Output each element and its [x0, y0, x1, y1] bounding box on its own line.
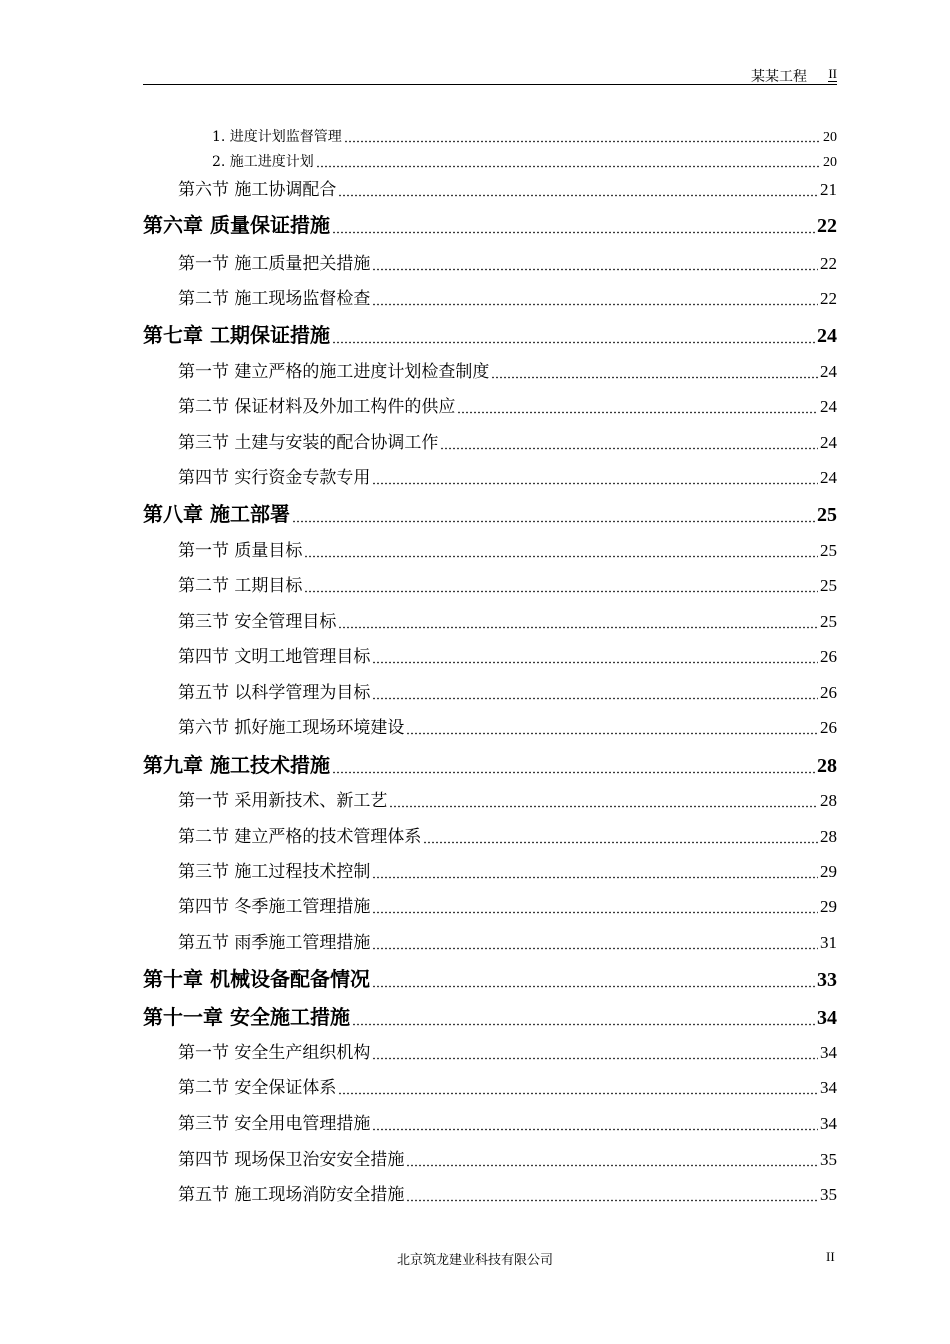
toc-entry-page: 25 — [820, 541, 837, 560]
toc-dot-leader — [332, 214, 815, 234]
toc-entry[interactable] — [143, 1001, 837, 1030]
toc-entry[interactable] — [212, 126, 837, 146]
footer-company: 北京筑龙建业科技有限公司 — [396, 1253, 553, 1268]
toc-entry[interactable] — [178, 857, 837, 882]
toc-entry-label: 第六章 质量保证措施 — [143, 213, 330, 237]
toc-dot-leader — [406, 718, 818, 735]
toc-entry-label: 第九章 施工技术措施 — [143, 753, 330, 777]
toc-dot-leader — [372, 897, 818, 914]
toc-dot-leader — [304, 576, 818, 593]
toc-entry-page: 31 — [820, 933, 837, 952]
toc-dot-leader — [457, 397, 818, 414]
toc-entry-label: 第四节 文明工地管理目标 — [178, 647, 371, 667]
toc-entry-page: 20 — [823, 155, 837, 170]
toc-entry[interactable] — [178, 642, 837, 667]
toc-entry[interactable] — [178, 284, 837, 309]
toc-dot-leader — [440, 433, 818, 450]
toc-entry-page: 35 — [820, 1150, 837, 1169]
toc-dot-leader — [338, 1078, 818, 1095]
toc-entry-label: 第一节 安全生产组织机构 — [178, 1043, 371, 1063]
toc-entry[interactable] — [178, 1038, 837, 1063]
toc-dot-leader — [332, 754, 815, 774]
toc-entry[interactable] — [178, 175, 837, 200]
toc-entry[interactable] — [178, 786, 837, 811]
toc-dot-leader — [423, 827, 818, 844]
toc-dot-leader — [406, 1185, 818, 1202]
toc-entry-page: 24 — [820, 433, 837, 452]
toc-entry[interactable] — [178, 1180, 837, 1205]
toc-entry-page: 22 — [820, 254, 837, 273]
toc-entry[interactable] — [143, 319, 837, 348]
toc-entry-page: 28 — [820, 827, 837, 846]
toc-entry-page: 24 — [820, 362, 837, 381]
toc-entry-page: 29 — [820, 897, 837, 916]
toc-entry-page: 24 — [820, 397, 837, 416]
toc-entry[interactable] — [178, 1145, 837, 1170]
toc-dot-leader — [372, 289, 818, 306]
toc-entry-page: 26 — [820, 647, 837, 666]
toc-entry-page: 24 — [820, 468, 837, 487]
toc-dot-leader — [372, 468, 818, 485]
toc-dot-leader — [372, 647, 818, 664]
toc-entry-label: 第五节 以科学管理为目标 — [178, 683, 371, 703]
toc-entry-label: 第七章 工期保证措施 — [143, 323, 330, 347]
toc-entry[interactable] — [178, 463, 837, 488]
toc-entry[interactable] — [178, 607, 837, 632]
toc-dot-leader — [372, 1114, 818, 1131]
toc-entry[interactable] — [178, 822, 837, 847]
toc-entry[interactable] — [178, 1073, 837, 1098]
toc-entry-page: 21 — [820, 180, 837, 199]
toc-dot-leader — [332, 324, 815, 344]
toc-entry-label: 第三节 施工过程技术控制 — [178, 862, 371, 882]
toc-entry[interactable] — [143, 963, 837, 992]
toc-entry-label: 第四节 实行资金专款专用 — [178, 468, 371, 488]
footer-page-number: II — [826, 1249, 835, 1264]
toc-entry-label: 第一节 施工质量把关措施 — [178, 254, 371, 274]
toc-entry-page: 25 — [817, 504, 837, 526]
toc-entry-label: 1. 进度计划监督管理 — [212, 129, 342, 145]
toc-entry-label: 第五节 施工现场消防安全措施 — [178, 1185, 405, 1205]
toc-entry[interactable] — [143, 209, 837, 238]
toc-entry-label: 第六节 施工协调配合 — [178, 180, 337, 200]
toc-entry-label: 第二节 施工现场监督检查 — [178, 289, 371, 309]
toc-dot-leader — [352, 1006, 815, 1026]
toc-dot-leader — [338, 612, 818, 629]
toc-entry-label: 第八章 施工部署 — [143, 502, 290, 526]
toc-entry-page: 34 — [820, 1043, 837, 1062]
toc-dot-leader — [389, 791, 818, 808]
toc-entry[interactable] — [178, 928, 837, 953]
toc-entry-label: 第三节 土建与安装的配合协调工作 — [178, 433, 439, 453]
toc-entry[interactable] — [178, 678, 837, 703]
toc-entry-label: 第一节 质量目标 — [178, 541, 303, 561]
toc-dot-leader — [372, 683, 818, 700]
toc-entry[interactable] — [143, 498, 837, 527]
toc-entry-page: 33 — [817, 969, 837, 991]
toc-entry-page: 24 — [817, 325, 837, 347]
toc-entry-page: 34 — [820, 1078, 837, 1097]
toc-dot-leader — [372, 862, 818, 879]
toc-entry-page: 22 — [820, 289, 837, 308]
toc-entry-page: 22 — [817, 215, 837, 237]
toc-entry-page: 25 — [820, 576, 837, 595]
toc-entry-page: 28 — [820, 791, 837, 810]
toc-entry[interactable] — [178, 1109, 837, 1134]
toc-entry-label: 第二节 建立严格的技术管理体系 — [178, 827, 422, 847]
toc-dot-leader — [344, 129, 821, 143]
toc-entry[interactable] — [178, 892, 837, 917]
toc-entry[interactable] — [178, 536, 837, 561]
toc-dot-leader — [338, 180, 818, 197]
toc-entry-label: 第四节 冬季施工管理措施 — [178, 897, 371, 917]
toc-dot-leader — [372, 254, 818, 271]
toc-entry-label: 第一节 建立严格的施工进度计划检查制度 — [178, 362, 490, 382]
toc-dot-leader — [372, 1043, 818, 1060]
toc-entry[interactable] — [178, 357, 837, 382]
toc-entry-label: 第二节 保证材料及外加工构件的供应 — [178, 397, 456, 417]
toc-entry-page: 26 — [820, 718, 837, 737]
toc-entry-label: 第四节 现场保卫治安安全措施 — [178, 1150, 405, 1170]
toc-entry-page: 34 — [817, 1007, 837, 1029]
toc-dot-leader — [491, 362, 818, 379]
toc-entry-page: 26 — [820, 683, 837, 702]
toc-entry-label: 第五节 雨季施工管理措施 — [178, 933, 371, 953]
toc-entry[interactable] — [212, 151, 837, 171]
toc-dot-leader — [316, 154, 821, 168]
toc-entry-label: 第一节 采用新技术、新工艺 — [178, 791, 388, 811]
toc-dot-leader — [406, 1150, 818, 1167]
toc-entry-label: 第十章 机械设备配备情况 — [143, 967, 370, 991]
toc-entry[interactable] — [178, 713, 837, 738]
toc-entry-label: 第三节 安全用电管理措施 — [178, 1114, 371, 1134]
toc-entry-label: 第三节 安全管理目标 — [178, 612, 337, 632]
toc-dot-leader — [372, 968, 815, 988]
header-title: 某某工程 — [751, 69, 807, 85]
toc-entry-page: 29 — [820, 862, 837, 881]
toc-entry[interactable] — [178, 571, 837, 596]
toc-entry-page: 28 — [817, 755, 837, 777]
toc-entry-page: 20 — [823, 130, 837, 145]
toc-entry-label: 2. 施工进度计划 — [212, 154, 314, 170]
toc-entry-label: 第六节 抓好施工现场环境建设 — [178, 718, 405, 738]
toc-entry[interactable] — [178, 249, 837, 274]
toc-entry[interactable] — [178, 428, 837, 453]
toc-entry-label: 第十一章 安全施工措施 — [143, 1005, 350, 1029]
toc-entry-page: 35 — [820, 1185, 837, 1204]
toc-entry-label: 第二节 工期目标 — [178, 576, 303, 596]
toc-entry-page: 34 — [820, 1114, 837, 1133]
toc-dot-leader — [292, 503, 815, 523]
toc-entry-page: 25 — [820, 612, 837, 631]
toc-entry-label: 第二节 安全保证体系 — [178, 1078, 337, 1098]
toc-dot-leader — [372, 933, 818, 950]
header-page-number: II — [828, 66, 837, 81]
toc-entry[interactable] — [143, 749, 837, 778]
toc-entry[interactable] — [178, 392, 837, 417]
toc-dot-leader — [304, 541, 818, 558]
